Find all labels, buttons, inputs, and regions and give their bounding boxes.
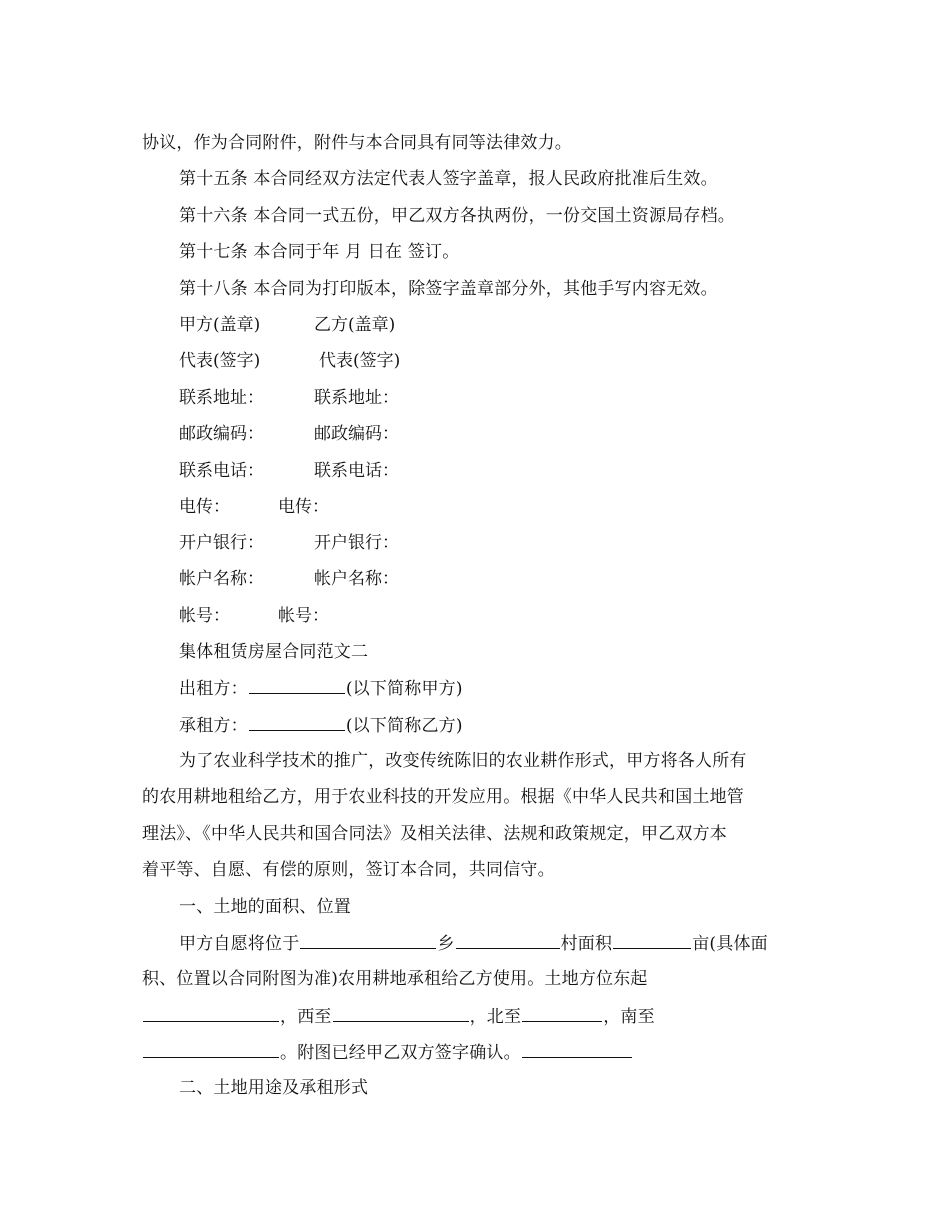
trailing-blank [522,1040,632,1058]
article-16: 第十六条 本合同一式五份，甲乙双方各执两份，一份交国土资源局存档。 [179,206,736,226]
section-1-line-1 [179,931,768,956]
south-label: ，南至 [603,1007,655,1027]
postcode-a-label: 邮政编码： [179,424,264,444]
account-no-b-label: 帐号： [278,606,329,626]
second-contract-title: 集体租赁房屋合同范文二 [179,642,369,662]
section-2-title: 二、土地用途及承租形式 [179,1078,369,1098]
party-a-seal-label: 甲方(盖章) [179,315,261,335]
party-b-seal-label: 乙方(盖章) [314,315,396,335]
article-18: 第十八条 本合同为打印版本，除签字盖章部分外，其他手写内容无效。 [179,279,718,299]
north-label: ，北至 [469,1007,522,1027]
address-a-label: 联系地址： [179,388,264,408]
fax-a-label: 电传： [179,497,230,517]
article-15: 第十五条 本合同经双方法定代表人签字盖章，报人民政府批准后生效。 [179,169,718,189]
continuation-line: 协议，作为合同附件，附件与本合同具有同等法律效力。 [142,133,572,153]
west-blank [333,1004,469,1022]
east-blank [143,1004,279,1022]
section-1-line-2: 积、位置以合同附图为准)农用耕地承租给乙方使用。土地方位东起 [142,969,648,989]
mu-label: 亩(具体面 [692,934,768,954]
section-1-line-3 [142,1004,655,1029]
south-blank [143,1040,279,1058]
rep-a-label: 代表(签字) [179,351,261,371]
section-1-line-4 [142,1040,633,1065]
lessor-blank [249,676,345,694]
town-blank [300,931,436,949]
preamble-line-2: 的农用耕地租给乙方，用于农业科技的开发应用。根据《中华人民共和国土地管 [142,787,744,807]
postcode-b-label: 邮政编码： [314,424,399,444]
article-17: 第十七条 本合同于年 月 日在 签订。 [179,242,460,262]
location-label: 甲方自愿将位于 [179,934,300,954]
rep-b-label: 代表(签字) [319,351,401,371]
area-blank [613,931,691,949]
phone-a-label: 联系电话： [179,461,264,481]
lessor-line [179,676,463,701]
lessee-blank [249,713,345,731]
account-no-a-label: 帐号： [179,606,230,626]
phone-b-label: 联系电话： [314,461,399,481]
lessor-suffix: (以下简称甲方) [345,679,463,699]
preamble-line-3: 理法》、《中华人民共和国合同法》及相关法律、法规和政策规定，甲乙双方本 [142,824,727,844]
confirm-text: 。附图已经甲乙双方签字确认。 [280,1043,521,1063]
account-name-b-label: 帐户名称： [314,569,399,589]
town-label: 乡 [437,934,455,954]
lessee-label: 承租方： [179,716,248,736]
fax-b-label: 电传： [278,497,329,517]
address-b-label: 联系地址： [314,388,399,408]
north-blank [522,1004,602,1022]
section-1-title: 一、土地的面积、位置 [179,897,351,917]
lessee-suffix: (以下简称乙方) [345,716,463,736]
area-label: 村面积 [560,934,613,954]
preamble-line-1: 为了农业科学技术的推广，改变传统陈旧的农业耕作形式，甲方将各人所有 [179,751,747,771]
preamble-line-4: 着平等、自愿、有偿的原则，签订本合同，共同信守。 [142,860,555,880]
village-blank [456,931,560,949]
lessee-line [179,713,463,738]
west-label: ，西至 [280,1007,332,1027]
bank-b-label: 开户银行： [314,533,399,553]
account-name-a-label: 帐户名称： [179,569,264,589]
lessor-label: 出租方： [179,679,248,699]
bank-a-label: 开户银行： [179,533,264,553]
